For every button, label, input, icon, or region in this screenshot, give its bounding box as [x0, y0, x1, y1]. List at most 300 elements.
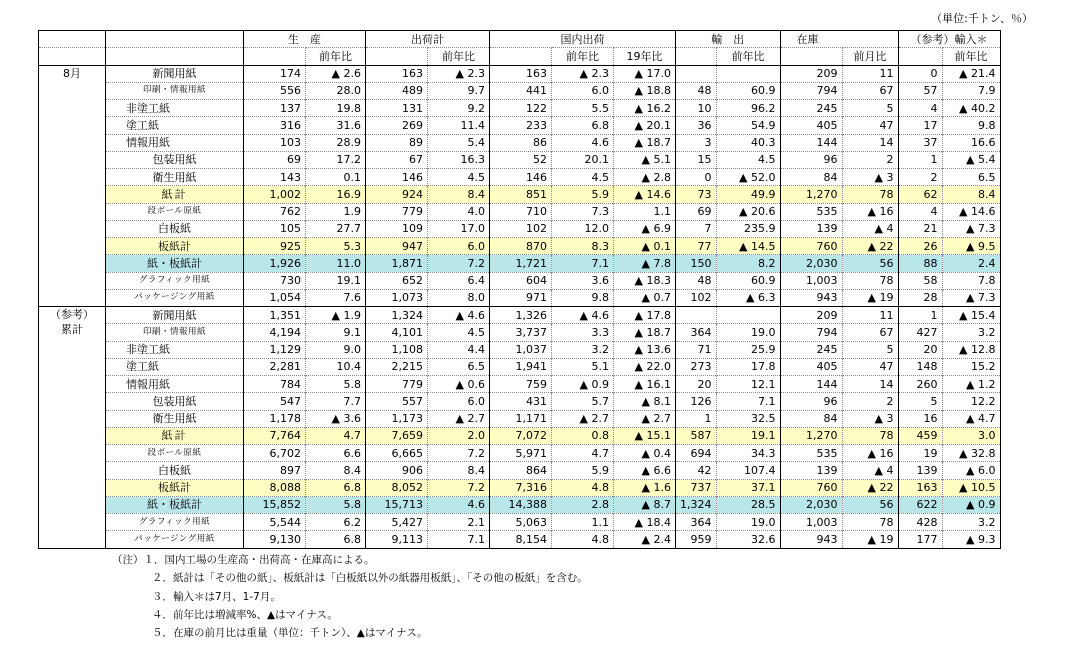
table-cell: 1,351	[244, 307, 306, 324]
table-cell: 67	[842, 324, 898, 341]
table-cell: 7.2	[428, 255, 490, 272]
table-cell: 924	[366, 186, 428, 203]
note-5: ５．在庫の前月比は重量（単位：千トン）、▲はマイナス。	[152, 627, 428, 640]
table-cell: ▲ 6.0	[942, 462, 1000, 479]
table-cell: ▲ 10.5	[942, 479, 1000, 496]
table-cell: 8.4	[306, 462, 366, 479]
header-row-1	[39, 31, 1001, 48]
table-cell: ▲ 14.6	[614, 186, 676, 203]
table-cell: 144	[780, 134, 842, 151]
table-cell: ▲ 17.0	[614, 65, 676, 82]
table-cell: 31.6	[306, 117, 366, 134]
row-label: 包装用紙	[106, 393, 244, 410]
table-cell: 556	[244, 82, 306, 99]
table-cell: 146	[490, 169, 552, 186]
table-cell: 1	[676, 410, 717, 427]
table-cell: 5.7	[552, 393, 614, 410]
table-cell: 8.4	[942, 186, 1000, 203]
table-cell: 652	[366, 272, 428, 289]
section-name: 8月	[63, 66, 81, 80]
table-cell: 143	[244, 169, 306, 186]
table-cell: 1,270	[780, 427, 842, 444]
section-subname: 累計	[61, 323, 83, 336]
table-cell: 78	[842, 514, 898, 531]
row-label: 段ボール原紙	[106, 445, 244, 462]
table-cell: 8,088	[244, 479, 306, 496]
table-cell: 89	[366, 134, 428, 151]
table-cell	[676, 65, 717, 82]
table-cell: ▲ 6.9	[614, 220, 676, 237]
table-cell: 34.3	[716, 445, 780, 462]
table-cell: 4,101	[366, 324, 428, 341]
table-cell: ▲ 8.1	[614, 393, 676, 410]
table-cell: 14,388	[490, 496, 552, 513]
table-cell: 2	[898, 169, 942, 186]
table-cell: 139	[898, 462, 942, 479]
table-row	[39, 531, 1001, 548]
table-cell: 0.1	[306, 169, 366, 186]
table-row	[39, 445, 1001, 462]
row-label: 紙・板紙計	[106, 496, 244, 513]
row-label: 紙計	[106, 186, 244, 203]
table-cell: 137	[244, 100, 306, 117]
table-cell: ▲ 2.6	[306, 65, 366, 82]
table-cell: 4.8	[552, 479, 614, 496]
table-cell: ▲ 18.7	[614, 324, 676, 341]
table-cell: ▲ 19	[842, 531, 898, 548]
table-cell: 784	[244, 376, 306, 393]
table-cell: ▲ 1.2	[942, 376, 1000, 393]
table-cell: 2,030	[780, 496, 842, 513]
table-cell: 6.0	[552, 82, 614, 99]
table-cell: 71	[676, 341, 717, 358]
table-cell: 60.9	[716, 82, 780, 99]
row-label: 包装用紙	[106, 151, 244, 168]
col-domestic-vs19: 19年比	[614, 48, 676, 65]
table-cell: 139	[780, 462, 842, 479]
table-cell: 9.0	[306, 341, 366, 358]
table-cell: 3.6	[552, 272, 614, 289]
table-cell: 6.8	[306, 479, 366, 496]
col-domestic-yoy: 前年比	[552, 48, 614, 65]
table-row	[39, 82, 1001, 99]
table-cell: 2.0	[428, 427, 490, 444]
row-label: 情報用紙	[106, 376, 244, 393]
table-cell: 14	[842, 376, 898, 393]
table-cell: 2.8	[552, 496, 614, 513]
table-cell: ▲ 22	[842, 238, 898, 255]
table-cell: 32.5	[716, 410, 780, 427]
table-cell: 2,215	[366, 358, 428, 375]
table-cell: 535	[780, 203, 842, 220]
table-cell: 25.9	[716, 341, 780, 358]
table-cell: 9.7	[428, 82, 490, 99]
unit-label: （単位:千トン、％）	[931, 12, 1033, 25]
table-cell: 864	[490, 462, 552, 479]
table-cell: 604	[490, 272, 552, 289]
table-cell: 14	[842, 134, 898, 151]
table-cell: 96	[780, 151, 842, 168]
table-cell: 163	[366, 65, 428, 82]
table-cell: 84	[780, 169, 842, 186]
table-row	[39, 341, 1001, 358]
table-cell: 233	[490, 117, 552, 134]
table-cell: 78	[842, 427, 898, 444]
table-cell: 0.8	[552, 427, 614, 444]
table-cell: 5	[842, 100, 898, 117]
table-cell: 6.5	[942, 169, 1000, 186]
table-cell: 10.4	[306, 358, 366, 375]
table-cell: ▲ 0.9	[942, 496, 1000, 513]
section-label	[39, 65, 106, 307]
table-cell: 557	[366, 393, 428, 410]
table-cell: 9.2	[428, 100, 490, 117]
table-cell: 88	[898, 255, 942, 272]
table-cell: 144	[780, 376, 842, 393]
table-cell: 56	[842, 255, 898, 272]
table-cell: 245	[780, 341, 842, 358]
table-cell: 762	[244, 203, 306, 220]
table-cell: 5	[898, 393, 942, 410]
table-cell: 3	[676, 134, 717, 151]
table-cell: 42	[676, 462, 717, 479]
table-cell: 235.9	[716, 220, 780, 237]
table-cell: 57	[898, 82, 942, 99]
table-cell: ▲ 12.8	[942, 341, 1000, 358]
table-cell: 3.2	[552, 341, 614, 358]
table-cell: 12.2	[942, 393, 1000, 410]
table-cell: 269	[366, 117, 428, 134]
table-cell	[716, 307, 780, 324]
table-cell: 146	[366, 169, 428, 186]
table-cell: ▲ 17.8	[614, 307, 676, 324]
table-cell: 56	[842, 496, 898, 513]
table-cell: 49.9	[716, 186, 780, 203]
table-cell: 1,926	[244, 255, 306, 272]
table-cell: ▲ 19	[842, 289, 898, 306]
row-label: 衛生用紙	[106, 169, 244, 186]
note-4: ４．前年比は増減率%、▲はマイナス。	[152, 608, 338, 621]
col-import: （参考）輸入＊	[898, 31, 1000, 48]
table-cell: ▲ 7.8	[614, 255, 676, 272]
table-cell: 3.0	[942, 427, 1000, 444]
row-label: グラフィック用紙	[106, 514, 244, 531]
table-cell	[676, 307, 717, 324]
table-row	[39, 462, 1001, 479]
table-cell: 4.8	[552, 531, 614, 548]
table-cell: 405	[780, 117, 842, 134]
table-cell: 6.4	[428, 272, 490, 289]
table-row	[39, 255, 1001, 272]
table-cell: 7.2	[428, 445, 490, 462]
table-row	[39, 134, 1001, 151]
table-cell: 2,281	[244, 358, 306, 375]
table-cell: 47	[842, 358, 898, 375]
table-cell: 8.4	[428, 186, 490, 203]
table-cell: ▲ 20.6	[716, 203, 780, 220]
table-cell: 84	[780, 410, 842, 427]
table-cell: 1,871	[366, 255, 428, 272]
table-cell: 5,427	[366, 514, 428, 531]
table-cell: 316	[244, 117, 306, 134]
table-cell: 139	[780, 220, 842, 237]
table-cell: 427	[898, 324, 942, 341]
table-cell: 9.8	[552, 289, 614, 306]
table-cell: 794	[780, 324, 842, 341]
table-cell: 107.4	[716, 462, 780, 479]
table-cell: 19	[898, 445, 942, 462]
table-row	[39, 307, 1001, 324]
table-cell: 7.1	[428, 531, 490, 548]
table-row	[39, 514, 1001, 531]
table-row	[39, 410, 1001, 427]
table-cell: 794	[780, 82, 842, 99]
table-cell: 943	[780, 289, 842, 306]
table-cell: 3.2	[942, 514, 1000, 531]
table-cell: 12.1	[716, 376, 780, 393]
table-cell: 0	[676, 169, 717, 186]
table-cell: 67	[842, 82, 898, 99]
table-cell: 0	[898, 65, 942, 82]
table-cell: 587	[676, 427, 717, 444]
header-row-2	[39, 48, 1001, 65]
table-cell: 431	[490, 393, 552, 410]
table-cell: 6.0	[428, 393, 490, 410]
table-cell: 19.8	[306, 100, 366, 117]
table-cell: 69	[244, 151, 306, 168]
table-cell: 17.0	[428, 220, 490, 237]
table-cell: 4.6	[552, 134, 614, 151]
table-cell: 60.9	[716, 272, 780, 289]
table-cell: ▲ 2.8	[614, 169, 676, 186]
table-cell: ▲ 22.0	[614, 358, 676, 375]
table-cell: ▲ 16.1	[614, 376, 676, 393]
table-cell: 441	[490, 82, 552, 99]
table-cell: 47	[842, 117, 898, 134]
table-cell: 870	[490, 238, 552, 255]
table-cell: 126	[676, 393, 717, 410]
table-cell: ▲ 18.4	[614, 514, 676, 531]
table-cell: 131	[366, 100, 428, 117]
table-cell: 760	[780, 238, 842, 255]
table-cell: ▲ 0.6	[428, 376, 490, 393]
table-cell: 109	[366, 220, 428, 237]
table-cell: 245	[780, 100, 842, 117]
table-cell: 5,971	[490, 445, 552, 462]
row-label: 衛生用紙	[106, 410, 244, 427]
table-cell: 28.5	[716, 496, 780, 513]
table-cell: 69	[676, 203, 717, 220]
table-cell: 906	[366, 462, 428, 479]
table-cell: 16	[898, 410, 942, 427]
table-cell: 16.3	[428, 151, 490, 168]
table-cell: 78	[842, 186, 898, 203]
table-row	[39, 324, 1001, 341]
table-cell: 78	[842, 272, 898, 289]
table-cell: 5.4	[428, 134, 490, 151]
table-cell: 8.2	[716, 255, 780, 272]
table-cell: ▲ 0.1	[614, 238, 676, 255]
table-cell: ▲ 18.3	[614, 272, 676, 289]
table-cell: ▲ 4.6	[552, 307, 614, 324]
table-cell: 3.3	[552, 324, 614, 341]
col-export-yoy: 前年比	[716, 48, 780, 65]
row-label: 新聞用紙	[106, 307, 244, 324]
table-cell: 54.9	[716, 117, 780, 134]
table-cell: 6.6	[306, 445, 366, 462]
table-cell: 19.1	[716, 427, 780, 444]
table-cell: 1,129	[244, 341, 306, 358]
table-cell: 7	[676, 220, 717, 237]
table-cell: ▲ 15.4	[942, 307, 1000, 324]
table-cell: 4.5	[428, 169, 490, 186]
table-cell: 1,054	[244, 289, 306, 306]
table-cell: ▲ 5.1	[614, 151, 676, 168]
table-cell: 273	[676, 358, 717, 375]
table-cell: 459	[898, 427, 942, 444]
table-cell: 11	[842, 65, 898, 82]
row-label: 非塗工紙	[106, 100, 244, 117]
table-cell: 1,171	[490, 410, 552, 427]
table-cell: 209	[780, 65, 842, 82]
table-cell: 52	[490, 151, 552, 168]
table-cell: ▲ 2.4	[614, 531, 676, 548]
table-cell: ▲ 16.2	[614, 100, 676, 117]
table-row	[39, 238, 1001, 255]
table-cell: 48	[676, 272, 717, 289]
table-cell: 102	[676, 289, 717, 306]
table-cell	[716, 65, 780, 82]
table-cell: 28.9	[306, 134, 366, 151]
table-cell: ▲ 15.1	[614, 427, 676, 444]
table-cell: 5.9	[552, 186, 614, 203]
table-row	[39, 427, 1001, 444]
table-cell: 428	[898, 514, 942, 531]
table-cell: 122	[490, 100, 552, 117]
table-cell: 5.9	[552, 462, 614, 479]
table-cell: 36	[676, 117, 717, 134]
note-3: ３．輸入＊は7月、1-7月。	[152, 590, 281, 603]
table-cell: ▲ 6.6	[614, 462, 676, 479]
table-cell: 4.6	[428, 496, 490, 513]
table-cell: 148	[898, 358, 942, 375]
table-cell: 11	[842, 307, 898, 324]
table-cell: ▲ 7.3	[942, 220, 1000, 237]
table-cell: 971	[490, 289, 552, 306]
row-label: 段ボール原紙	[106, 203, 244, 220]
note-1: （注）１．国内工場の生産高・出荷高・在庫高による。	[112, 554, 375, 566]
table-cell: 2	[842, 393, 898, 410]
table-cell: ▲ 3	[842, 410, 898, 427]
table-cell: ▲ 3.6	[306, 410, 366, 427]
table-cell: 405	[780, 358, 842, 375]
table-cell: 16.6	[942, 134, 1000, 151]
table-cell: ▲ 0.7	[614, 289, 676, 306]
table-cell: 8,154	[490, 531, 552, 548]
table-cell: 3.2	[942, 324, 1000, 341]
table-cell: ▲ 8.7	[614, 496, 676, 513]
table-cell: ▲ 4	[842, 462, 898, 479]
table-cell: ▲ 9.3	[942, 531, 1000, 548]
table-cell: 1,721	[490, 255, 552, 272]
table-cell: 37.1	[716, 479, 780, 496]
table-cell: 7.1	[716, 393, 780, 410]
table-cell: 959	[676, 531, 717, 548]
col-import-yoy: 前年比	[942, 48, 1000, 65]
notes	[112, 551, 588, 642]
table-cell: 9,113	[366, 531, 428, 548]
table-row	[39, 358, 1001, 375]
section-name: （参考）	[50, 308, 94, 321]
table-cell: 4.5	[716, 151, 780, 168]
table-cell: 7,316	[490, 479, 552, 496]
table-cell: 37	[898, 134, 942, 151]
table-cell: 2,030	[780, 255, 842, 272]
row-label: 白板紙	[106, 462, 244, 479]
row-label: 非塗工紙	[106, 341, 244, 358]
table-cell: 17.2	[306, 151, 366, 168]
table-cell: 20	[676, 376, 717, 393]
table-cell: ▲ 16	[842, 445, 898, 462]
table-cell: 150	[676, 255, 717, 272]
table-cell: 105	[244, 220, 306, 237]
table-cell: 1,324	[366, 307, 428, 324]
table-cell: 27.7	[306, 220, 366, 237]
table-cell: ▲ 5.4	[942, 151, 1000, 168]
col-inventory-mom: 前月比	[842, 48, 898, 65]
table-cell: 260	[898, 376, 942, 393]
table-cell: 21	[898, 220, 942, 237]
table-cell: 7.9	[942, 82, 1000, 99]
table-cell: 779	[366, 203, 428, 220]
table-cell: 1	[898, 151, 942, 168]
table-cell: 4.7	[306, 427, 366, 444]
table-cell: 19.0	[716, 324, 780, 341]
table-cell: 15.2	[942, 358, 1000, 375]
table-row	[39, 289, 1001, 306]
table-cell: 6,665	[366, 445, 428, 462]
table-cell: 4.7	[552, 445, 614, 462]
table-cell: ▲ 6.3	[716, 289, 780, 306]
table-cell: 2.4	[942, 255, 1000, 272]
row-label: 印刷・情報用紙	[106, 82, 244, 99]
row-label: 紙・板紙計	[106, 255, 244, 272]
table-cell: 4.5	[428, 324, 490, 341]
row-label: 板紙計	[106, 238, 244, 255]
row-label: 紙計	[106, 427, 244, 444]
table-cell: 5.8	[306, 376, 366, 393]
table-cell: 8.3	[552, 238, 614, 255]
table-cell: 9,130	[244, 531, 306, 548]
table-cell: 1,326	[490, 307, 552, 324]
table-cell: 177	[898, 531, 942, 548]
table-cell: 1,173	[366, 410, 428, 427]
table-cell: 3,737	[490, 324, 552, 341]
table-cell: 6.0	[428, 238, 490, 255]
table-cell: 851	[490, 186, 552, 203]
table-cell: ▲ 2.7	[552, 410, 614, 427]
table-cell: 925	[244, 238, 306, 255]
table-cell: 5,063	[490, 514, 552, 531]
table-row	[39, 220, 1001, 237]
row-label: 新聞用紙	[106, 65, 244, 82]
table-cell: 710	[490, 203, 552, 220]
table-cell: 1,003	[780, 514, 842, 531]
table-cell: 19.1	[306, 272, 366, 289]
table-cell: 58	[898, 272, 942, 289]
table-cell: 7,659	[366, 427, 428, 444]
table-cell: 489	[366, 82, 428, 99]
